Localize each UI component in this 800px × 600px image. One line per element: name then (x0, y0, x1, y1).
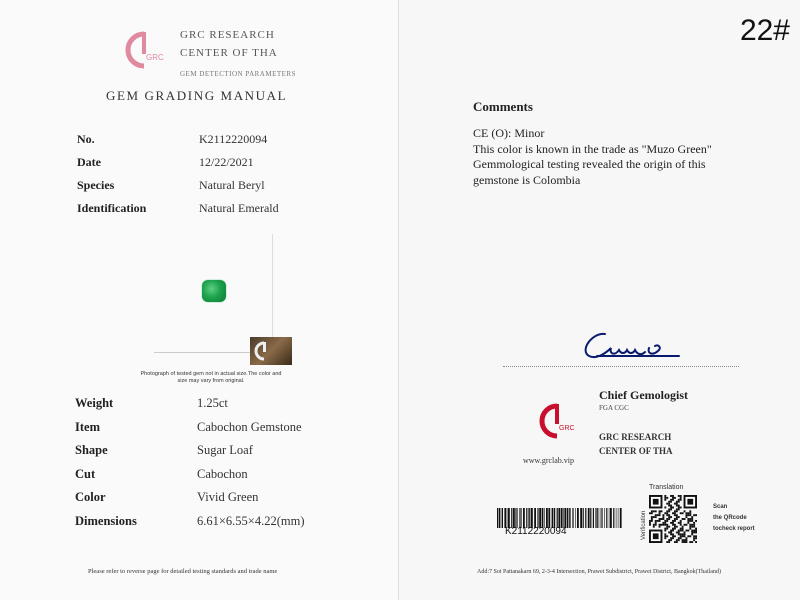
field-value: Natural Emerald (199, 201, 279, 215)
org-line2: CENTER OF THA (180, 47, 278, 59)
right-page (399, 0, 800, 600)
comment-line: This color is known in the trade as "Muzo Green" (473, 141, 712, 156)
field-label: Color (75, 490, 106, 505)
research-line2: CENTER OF THA (599, 446, 673, 456)
barcode-number: K2112220094 (505, 526, 567, 537)
stamp-logo-icon (254, 341, 274, 361)
field-label: Identification (77, 201, 147, 215)
research-line1: GRC RESEARCH (599, 432, 672, 442)
field-label: Item (75, 419, 100, 434)
field-value: Cabochon (197, 466, 248, 481)
address-footer: Add:7 Soi Pattanakarn 69, 2-3-4 Intersection, Prawet Subdistrict, Prawet District, Bangkok(Thailand) (477, 569, 721, 575)
field-label: Species (77, 178, 115, 192)
comment-line: gemstone is Colombia (473, 172, 581, 187)
scan-instructions (713, 502, 755, 535)
emerald-gem-image (202, 280, 226, 302)
signature-line (503, 366, 739, 367)
field-label: Dimensions (75, 514, 137, 528)
field-value: 1.25ct (197, 396, 228, 410)
website-url: www.grclab.vip (523, 456, 575, 465)
comment-line: CE (O): Minor (473, 126, 545, 140)
field-label: Shape (75, 443, 108, 458)
chief-title: Chief Gemologist (599, 388, 688, 402)
grc-logo-icon (122, 30, 166, 72)
field-value: Sugar Loaf (197, 443, 253, 458)
manual-title: GEM GRADING MANUAL (106, 88, 288, 103)
logo-text-red: GRC (559, 425, 575, 432)
scan-line: tocheck report (713, 526, 755, 532)
signature-image (575, 322, 685, 364)
left-page (0, 0, 399, 600)
field-value: Vivid Green (197, 490, 259, 505)
comments-title: Comments (473, 99, 533, 114)
verification-label: Verification (641, 510, 647, 540)
org-line3: GEM DETECTION PARAMETERS (180, 70, 296, 78)
barcode-image (497, 508, 623, 528)
logo-text: GRC (146, 53, 164, 62)
comment-line: Gemmological testing revealed the origin of this (473, 157, 706, 171)
footer-note: Please refer to reverse page for detailed testing standards and trade name (88, 568, 278, 575)
field-label: Date (77, 155, 101, 169)
field-value: Natural Beryl (199, 178, 265, 192)
grc-logo-red-icon (537, 402, 577, 442)
field-value: Cabochon Gemstone (197, 419, 302, 434)
photo-note: Photograph of tested gem not in actual size.The color and size may vary from original. (140, 371, 282, 384)
page-tag: 22# (739, 14, 790, 47)
qr-code-image[interactable] (649, 494, 697, 544)
field-value: 6.61×6.55×4.22(mm) (197, 514, 305, 528)
field-label: Cut (75, 466, 96, 481)
hologram-stamp (250, 337, 292, 365)
scan-line: the QRcode (713, 515, 747, 521)
scan-line: Scan (713, 504, 728, 510)
org-line1: GRC RESEARCH (180, 29, 275, 41)
field-label: No. (77, 132, 95, 146)
field-value: K2112220094 (199, 132, 268, 146)
field-value: 12/22/2021 (199, 155, 254, 169)
chief-credentials: FGA CGC (599, 404, 629, 412)
translation-label: Translation (649, 484, 684, 491)
field-label: Weight (75, 396, 114, 410)
